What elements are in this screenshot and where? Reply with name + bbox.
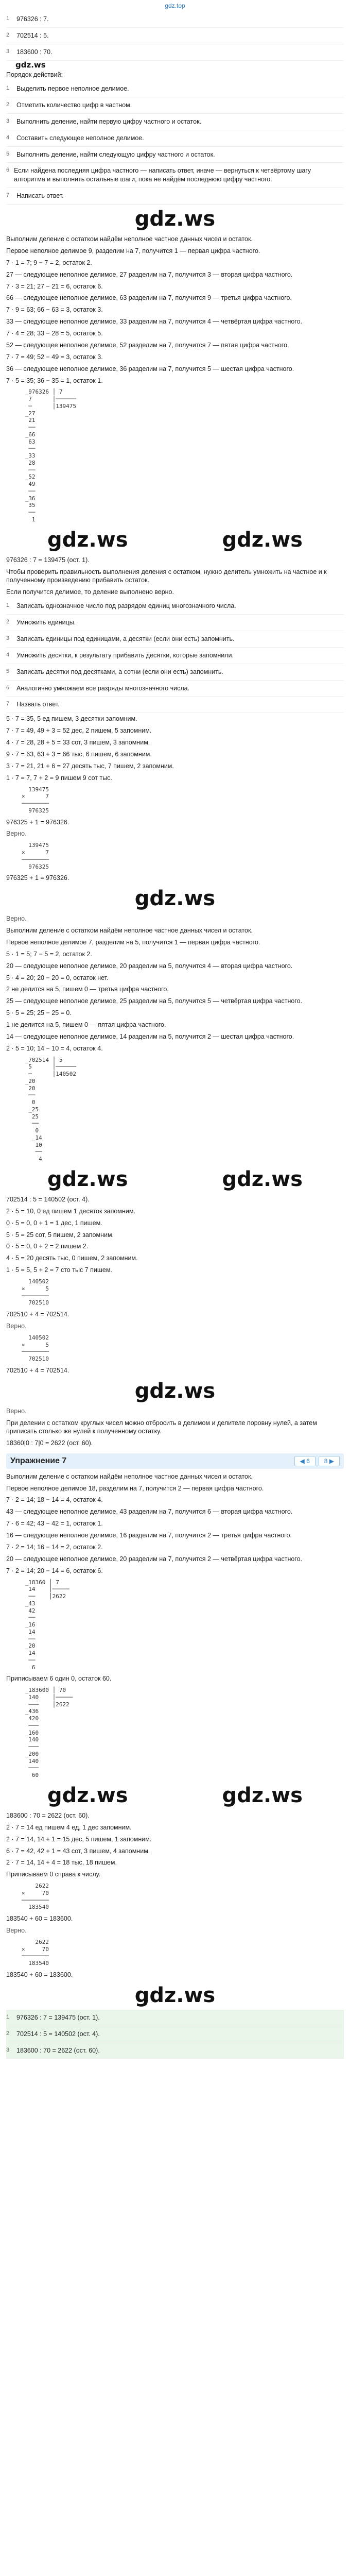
list-item-number: 3 bbox=[6, 2046, 10, 2053]
text-line: 2 · 7 = 14, 14 + 1 = 15 дес, 5 пишем, 1 запомним. bbox=[6, 1835, 152, 1843]
watermark: gdz.ws bbox=[134, 1983, 216, 2007]
text-line: 33 — следующее неполное делимое, 33 разделим на 7, получится 4 — четвёртая цифра частного. bbox=[6, 318, 303, 326]
text-line: 16 — следующее неполное делимое, 16 разделим на 7, получится 2 — третья цифра частного. bbox=[6, 1532, 292, 1539]
list-item bbox=[6, 163, 344, 188]
solution-1 bbox=[6, 233, 344, 884]
text-line: 2 · 5 = 10, 0 ед пишем 1 десяток запомним. bbox=[6, 1207, 135, 1215]
list-item-text: Если найдена последняя цифра частного — написать ответ, иначе — вернуться к четвёртому шагу алгоритма и выполнить остальные шаги, пока не найдём последнюю цифру частного. bbox=[14, 167, 311, 183]
text-line: 1 · 5 = 5, 5 + 2 = 7 сто тыс 7 пишем. bbox=[6, 1266, 112, 1274]
mult-block: 2622 × 70 ──────── 183540 bbox=[22, 1883, 49, 1911]
rules-list bbox=[6, 81, 344, 205]
plus-line: 702510 + 4 = 702514. bbox=[6, 1311, 69, 1318]
list-item-text: 183600 : 70. bbox=[16, 48, 52, 56]
watermark: gdz.ws bbox=[15, 60, 46, 70]
site-logo[interactable]: gdz.top bbox=[165, 2, 185, 9]
list-item-number: 1 bbox=[6, 602, 10, 609]
list-item-text: Назвать ответ. bbox=[16, 701, 60, 708]
list-item bbox=[6, 648, 344, 664]
list-item bbox=[6, 81, 344, 97]
verdict: Верно. bbox=[6, 1927, 27, 1935]
text-line: 2 · 7 = 14 ед пишем 4 ед, 1 дес запомним. bbox=[6, 1823, 132, 1831]
list-item-text: Составить следующее неполное делимое. bbox=[16, 134, 144, 142]
long-division-2: _183600 │ 70 140 │───── ─── │2622 _436 420 ─── _160 140 ─── _200 140 ─── 60 bbox=[25, 1687, 73, 1779]
check-intro: Чтобы проверить правильность выполнения деления с остатком, нужно делитель умножить на частное и к полученному произведению прибавить остаток. bbox=[6, 568, 327, 584]
list-item-number: 6 bbox=[6, 684, 10, 691]
solution-3 bbox=[6, 1405, 344, 1981]
text-line: 6 · 7 = 42, 42 + 1 = 43 сот, 3 пишем, 4 запомним. bbox=[6, 1847, 150, 1855]
top-bar bbox=[6, 0, 344, 11]
text-line: 43 — следующее неполное делимое, 43 разделим на 7, получится 6 — вторая цифра частного. bbox=[6, 1508, 293, 1516]
list-item-number: 5 bbox=[6, 668, 10, 674]
list-item-number: 2 bbox=[6, 101, 10, 108]
text-line: 27 — следующее неполное делимое, 27 разделим на 7, получится 3 — вторая цифра частного. bbox=[6, 270, 293, 278]
text-line: 1 не делится на 5, пишем 0 — пятая цифра частного. bbox=[6, 1021, 166, 1028]
watermark: gdz.ws bbox=[134, 1379, 216, 1403]
text-line: 4 · 5 = 20 десять тыс, 0 пишем, 2 запомним. bbox=[6, 1255, 138, 1262]
watermark-row bbox=[6, 1165, 344, 1194]
sum-line: 976325 + 1 = 976326. bbox=[6, 874, 69, 882]
text-line: 7 · 1 = 7; 9 − 7 = 2, остаток 2. bbox=[6, 259, 92, 266]
mult-steps bbox=[6, 598, 344, 713]
solution-steps bbox=[6, 937, 344, 1055]
list-item-text: 976326 : 7. bbox=[16, 15, 49, 23]
text-line: 9 · 7 = 63, 63 + 3 = 66 тыс, 6 пишем, 6 запомним. bbox=[6, 750, 152, 758]
list-item-text: Выделить первое неполное делимое. bbox=[16, 85, 129, 92]
list-item-number: 2 bbox=[6, 619, 10, 625]
solution-steps bbox=[6, 245, 344, 387]
text-line: 7 · 6 = 42; 43 − 42 = 1, остаток 1. bbox=[6, 1520, 103, 1528]
list-item-text: Умножить десятки, к результату прибавить десятки, которые запомнили. bbox=[16, 651, 234, 659]
text-line: 20 — следующее неполное делимое, 20 разделим на 5, получится 4 — вторая цифра частного. bbox=[6, 962, 293, 970]
solution-steps bbox=[6, 1483, 344, 1577]
solution-intro: При делении с остатком круглых чисел можно отбросить в делимом и делителе поровну нулей, а затем приписать столько же нулей к полученному остатку. bbox=[6, 1419, 317, 1435]
task-list bbox=[6, 11, 344, 61]
text-line: 7 · 7 = 49; 52 − 49 = 3, остаток 3. bbox=[6, 353, 103, 361]
text-line: 66 — следующее неполное делимое, 63 разделим на 7, получится 9 — третья цифра частного. bbox=[6, 294, 292, 302]
next-exercise-button[interactable]: 8 ▶ bbox=[319, 1456, 340, 1466]
plus-line: 183540 + 60 = 183600. bbox=[6, 1915, 73, 1923]
text-line: 7 · 3 = 21; 27 − 21 = 6, остаток 6. bbox=[6, 282, 103, 290]
text-line: Первое неполное делимое 9, разделим на 7, получится 1 — первая цифра частного. bbox=[6, 247, 260, 255]
sum-block: 140502 × 5 ──────── 702510 bbox=[22, 1334, 49, 1362]
watermark: gdz.ws bbox=[222, 528, 303, 552]
list-item bbox=[6, 631, 344, 648]
text-line: 36 — следующее неполное делимое, 36 разделим на 7, получится 5 — шестая цифра частного. bbox=[6, 365, 294, 372]
list-item-number: 3 bbox=[6, 117, 10, 124]
list-item bbox=[6, 615, 344, 631]
text-line: Первое неполное делимое 7, разделим на 5, получится 1 — первая цифра частного. bbox=[6, 938, 260, 946]
text-line: 14 — следующее неполное делимое, 14 разделим на 5, получится 2 — шестая цифра частного. bbox=[6, 1032, 294, 1040]
text-line: 25 — следующее неполное делимое, 25 разделим на 5, получится 5 — четвёртая цифра частного. bbox=[6, 997, 303, 1005]
list-item-text: Выполнить деление, найти следующую цифру частного и остаток. bbox=[16, 150, 215, 158]
text-line: 5 · 5 = 25 сот, 5 пишем, 2 запомним. bbox=[6, 1231, 114, 1239]
text-line: 5 · 1 = 5; 7 − 5 = 2, остаток 2. bbox=[6, 950, 92, 958]
watermark-row bbox=[6, 1781, 344, 1810]
watermark: gdz.ws bbox=[47, 528, 128, 552]
text-line: 7 · 4 = 28; 33 − 28 = 5, остаток 5. bbox=[6, 330, 103, 337]
long-division: _18360 │ 7 14 │───── ── │2622 _43 42 ── _16 14 ── _20 14 ── 6 bbox=[25, 1579, 69, 1671]
list-item bbox=[6, 28, 344, 44]
mult-block: 140502 × 5 ──────── 702510 bbox=[22, 1278, 49, 1307]
text-line: 7 · 2 = 14; 20 − 14 = 6, остаток 6. bbox=[6, 1567, 103, 1574]
list-item bbox=[6, 664, 344, 681]
prev-exercise-button[interactable]: ◀ 6 bbox=[294, 1456, 316, 1466]
sum-block: 2622 × 70 ──────── 183540 bbox=[22, 1938, 49, 1967]
sum-line: 183540 + 60 = 183600. bbox=[6, 1971, 73, 1978]
sum-block: 139475 × 7 ──────── 976325 bbox=[22, 842, 49, 870]
final-answers bbox=[6, 2010, 344, 2059]
list-item-number: 7 bbox=[6, 192, 10, 199]
list-item bbox=[6, 97, 344, 114]
watermark-row bbox=[6, 526, 344, 554]
mult-lines bbox=[6, 713, 344, 784]
list-item-text: Отметить количество цифр в частном. bbox=[16, 101, 132, 109]
text-line: 1 · 7 = 7, 7 + 2 = 9 пишем 9 сот тыс. bbox=[6, 774, 112, 782]
list-item bbox=[6, 11, 344, 28]
list-item bbox=[6, 130, 344, 147]
list-item bbox=[6, 2010, 344, 2026]
solution-2 bbox=[6, 913, 344, 1377]
list-item-number: 1 bbox=[6, 15, 10, 22]
text-line: 7 · 7 = 49, 49 + 3 = 52 дес, 2 пишем, 5 запомним. bbox=[6, 727, 152, 735]
list-item-text: 976326 : 7 = 139475 (ост. 1). bbox=[16, 2013, 100, 2021]
solution-intro: Выполним деление с остатком найдём неполное частное данных чисел и остаток. bbox=[6, 235, 253, 243]
text-line: 2 не делится на 5, пишем 0 — третья цифра частного. bbox=[6, 986, 169, 993]
text-line: 5 · 5 = 25; 25 − 25 = 0. bbox=[6, 1009, 72, 1017]
list-item-text: 702514 : 5 = 140502 (ост. 4). bbox=[16, 2030, 100, 2038]
text-line: 0 · 5 = 0, 0 + 2 = 2 пишем 2. bbox=[6, 1243, 89, 1250]
watermark: gdz.ws bbox=[134, 887, 216, 911]
list-item-number: 2 bbox=[6, 2030, 10, 2037]
mult-lines bbox=[6, 1822, 344, 1869]
exercise-nav bbox=[294, 1456, 340, 1466]
list-item bbox=[6, 147, 344, 163]
list-item bbox=[6, 598, 344, 615]
text-line: 7 · 2 = 14; 18 − 14 = 4, остаток 4. bbox=[6, 1496, 103, 1504]
text-line: 7 · 9 = 63; 66 − 63 = 3, остаток 3. bbox=[6, 306, 103, 314]
list-item-number: 5 bbox=[6, 150, 10, 157]
list-item-text: Аналогично умножаем все разряды многозначного числа. bbox=[16, 684, 190, 692]
text-line: 4 · 7 = 28, 28 + 5 = 33 сот, 3 пишем, 3 запомним. bbox=[6, 739, 150, 746]
text-line: 20 — следующее неполное делимое, 20 разделим на 7, получится 2 — четвёртая цифра частного. bbox=[6, 1555, 303, 1563]
verdict: Верно. bbox=[6, 830, 27, 838]
sum-line: 702510 + 4 = 702514. bbox=[6, 1366, 69, 1374]
text-line: 2 · 7 = 14, 14 + 4 = 18 тыс, 18 пишем. bbox=[6, 1859, 117, 1867]
list-item bbox=[6, 2026, 344, 2043]
example-line: 18360|0 : 7|0 = 2622 (ост. 60). bbox=[6, 1439, 93, 1447]
verdict: Верно. bbox=[6, 915, 27, 923]
rules-title: Порядок действий: bbox=[6, 71, 63, 79]
zero-line: Приписываем 6 один 0, остаток 60. bbox=[6, 1675, 112, 1683]
list-item-number: 7 bbox=[6, 701, 10, 707]
list-item bbox=[6, 114, 344, 130]
watermark: gdz.ws bbox=[47, 1783, 128, 1807]
zero-line-2: Приписываем 0 справа к числу. bbox=[6, 1871, 101, 1878]
solution-intro: Выполним деление с остатком найдём неполное частное данных чисел и остаток. bbox=[6, 927, 253, 934]
watermark: gdz.ws bbox=[47, 1167, 128, 1191]
list-item bbox=[6, 188, 344, 205]
verdict: Верно. bbox=[6, 1322, 27, 1330]
plus-line: 976325 + 1 = 976326. bbox=[6, 818, 69, 826]
text-line: 5 · 7 = 35, 5 ед пишем, 3 десятки запомним. bbox=[6, 715, 137, 723]
list-item-number: 3 bbox=[6, 635, 10, 641]
list-item bbox=[6, 697, 344, 713]
list-item-text: Умножить единицы. bbox=[16, 619, 76, 626]
list-item bbox=[6, 681, 344, 697]
text-line: 0 · 5 = 0, 0 + 1 = 1 дес, 1 пишем. bbox=[6, 1219, 102, 1227]
list-item-text: Записать десятки под десятками, а сотни (если они есть) запомнить. bbox=[16, 668, 223, 675]
text-line: 3 · 7 = 21, 21 + 6 = 27 десять тыс, 7 пишем, 2 запомним. bbox=[6, 762, 174, 770]
text-line: Первое неполное делимое 18, разделим на 7, получится 2 — первая цифра частного. bbox=[6, 1484, 264, 1492]
list-item-number: 3 bbox=[6, 48, 10, 55]
watermark: gdz.ws bbox=[222, 1783, 303, 1807]
answer: 183600 : 70 = 2622 (ост. 60). bbox=[6, 1811, 90, 1819]
exercise-header bbox=[6, 1453, 344, 1469]
list-item-number: 4 bbox=[6, 651, 10, 658]
list-item-number: 6 bbox=[6, 167, 10, 174]
watermark: gdz.ws bbox=[222, 1167, 303, 1191]
watermark: gdz.ws bbox=[134, 207, 216, 231]
list-item-number: 4 bbox=[6, 134, 10, 141]
list-item-text: 183600 : 70 = 2622 (ост. 60). bbox=[16, 2046, 100, 2054]
text-line: 5 · 4 = 20; 20 − 20 = 0, остаток нет. bbox=[6, 974, 109, 981]
text-line: 2 · 5 = 10; 14 − 10 = 4, остаток 4. bbox=[6, 1044, 103, 1052]
answer: 976326 : 7 = 139475 (ост. 1). bbox=[6, 556, 90, 564]
list-item-text: Выполнить деление, найти первую цифру частного и остаток. bbox=[16, 117, 202, 125]
list-item-number: 1 bbox=[6, 85, 10, 91]
answer: 702514 : 5 = 140502 (ост. 4). bbox=[6, 1195, 90, 1203]
list-item-number: 1 bbox=[6, 2013, 10, 2020]
long-division: _702514 │ 5 5 │────── ─ │140502 _20 20 ── 0 _25 25 ── 0 _14 10 ── 4 bbox=[25, 1056, 76, 1163]
long-division: _976326 │ 7 7 │────── ─ │139475 _27 21 ── _66 63 ── _33 28 ── _52 49 ── _36 35 ── 1 bbox=[25, 388, 76, 523]
mult-block: 139475 × 7 ──────── 976325 bbox=[22, 786, 49, 814]
text-line: 52 — следующее неполное делимое, 52 разделим на 7, получится 7 — пятая цифра частного. bbox=[6, 341, 289, 349]
verdict: Верно. bbox=[6, 1407, 27, 1415]
list-item-text: Записать единицы под единицами, а десятки (если они есть) запомнить. bbox=[16, 635, 235, 642]
solution-intro: Выполним деление с остатком найдём неполное частное данных чисел и остаток. bbox=[6, 1472, 253, 1480]
list-item bbox=[6, 44, 344, 61]
list-item-text: 702514 : 5. bbox=[16, 31, 49, 39]
check-rule: Если получится делимое, то деление выполнено верно. bbox=[6, 588, 174, 596]
mult-lines bbox=[6, 1206, 344, 1276]
text-line: 7 · 5 = 35; 36 − 35 = 1, остаток 1. bbox=[6, 377, 103, 384]
text-line: 7 · 2 = 14; 16 − 14 = 2, остаток 2. bbox=[6, 1543, 103, 1551]
list-item-number: 2 bbox=[6, 31, 10, 38]
exercise-title: Упражнение 7 bbox=[10, 1456, 67, 1466]
list-item-text: Записать однозначное число под разрядом единиц многозначного числа. bbox=[16, 602, 236, 610]
list-item bbox=[6, 2043, 344, 2059]
list-item-text: Написать ответ. bbox=[16, 192, 64, 200]
